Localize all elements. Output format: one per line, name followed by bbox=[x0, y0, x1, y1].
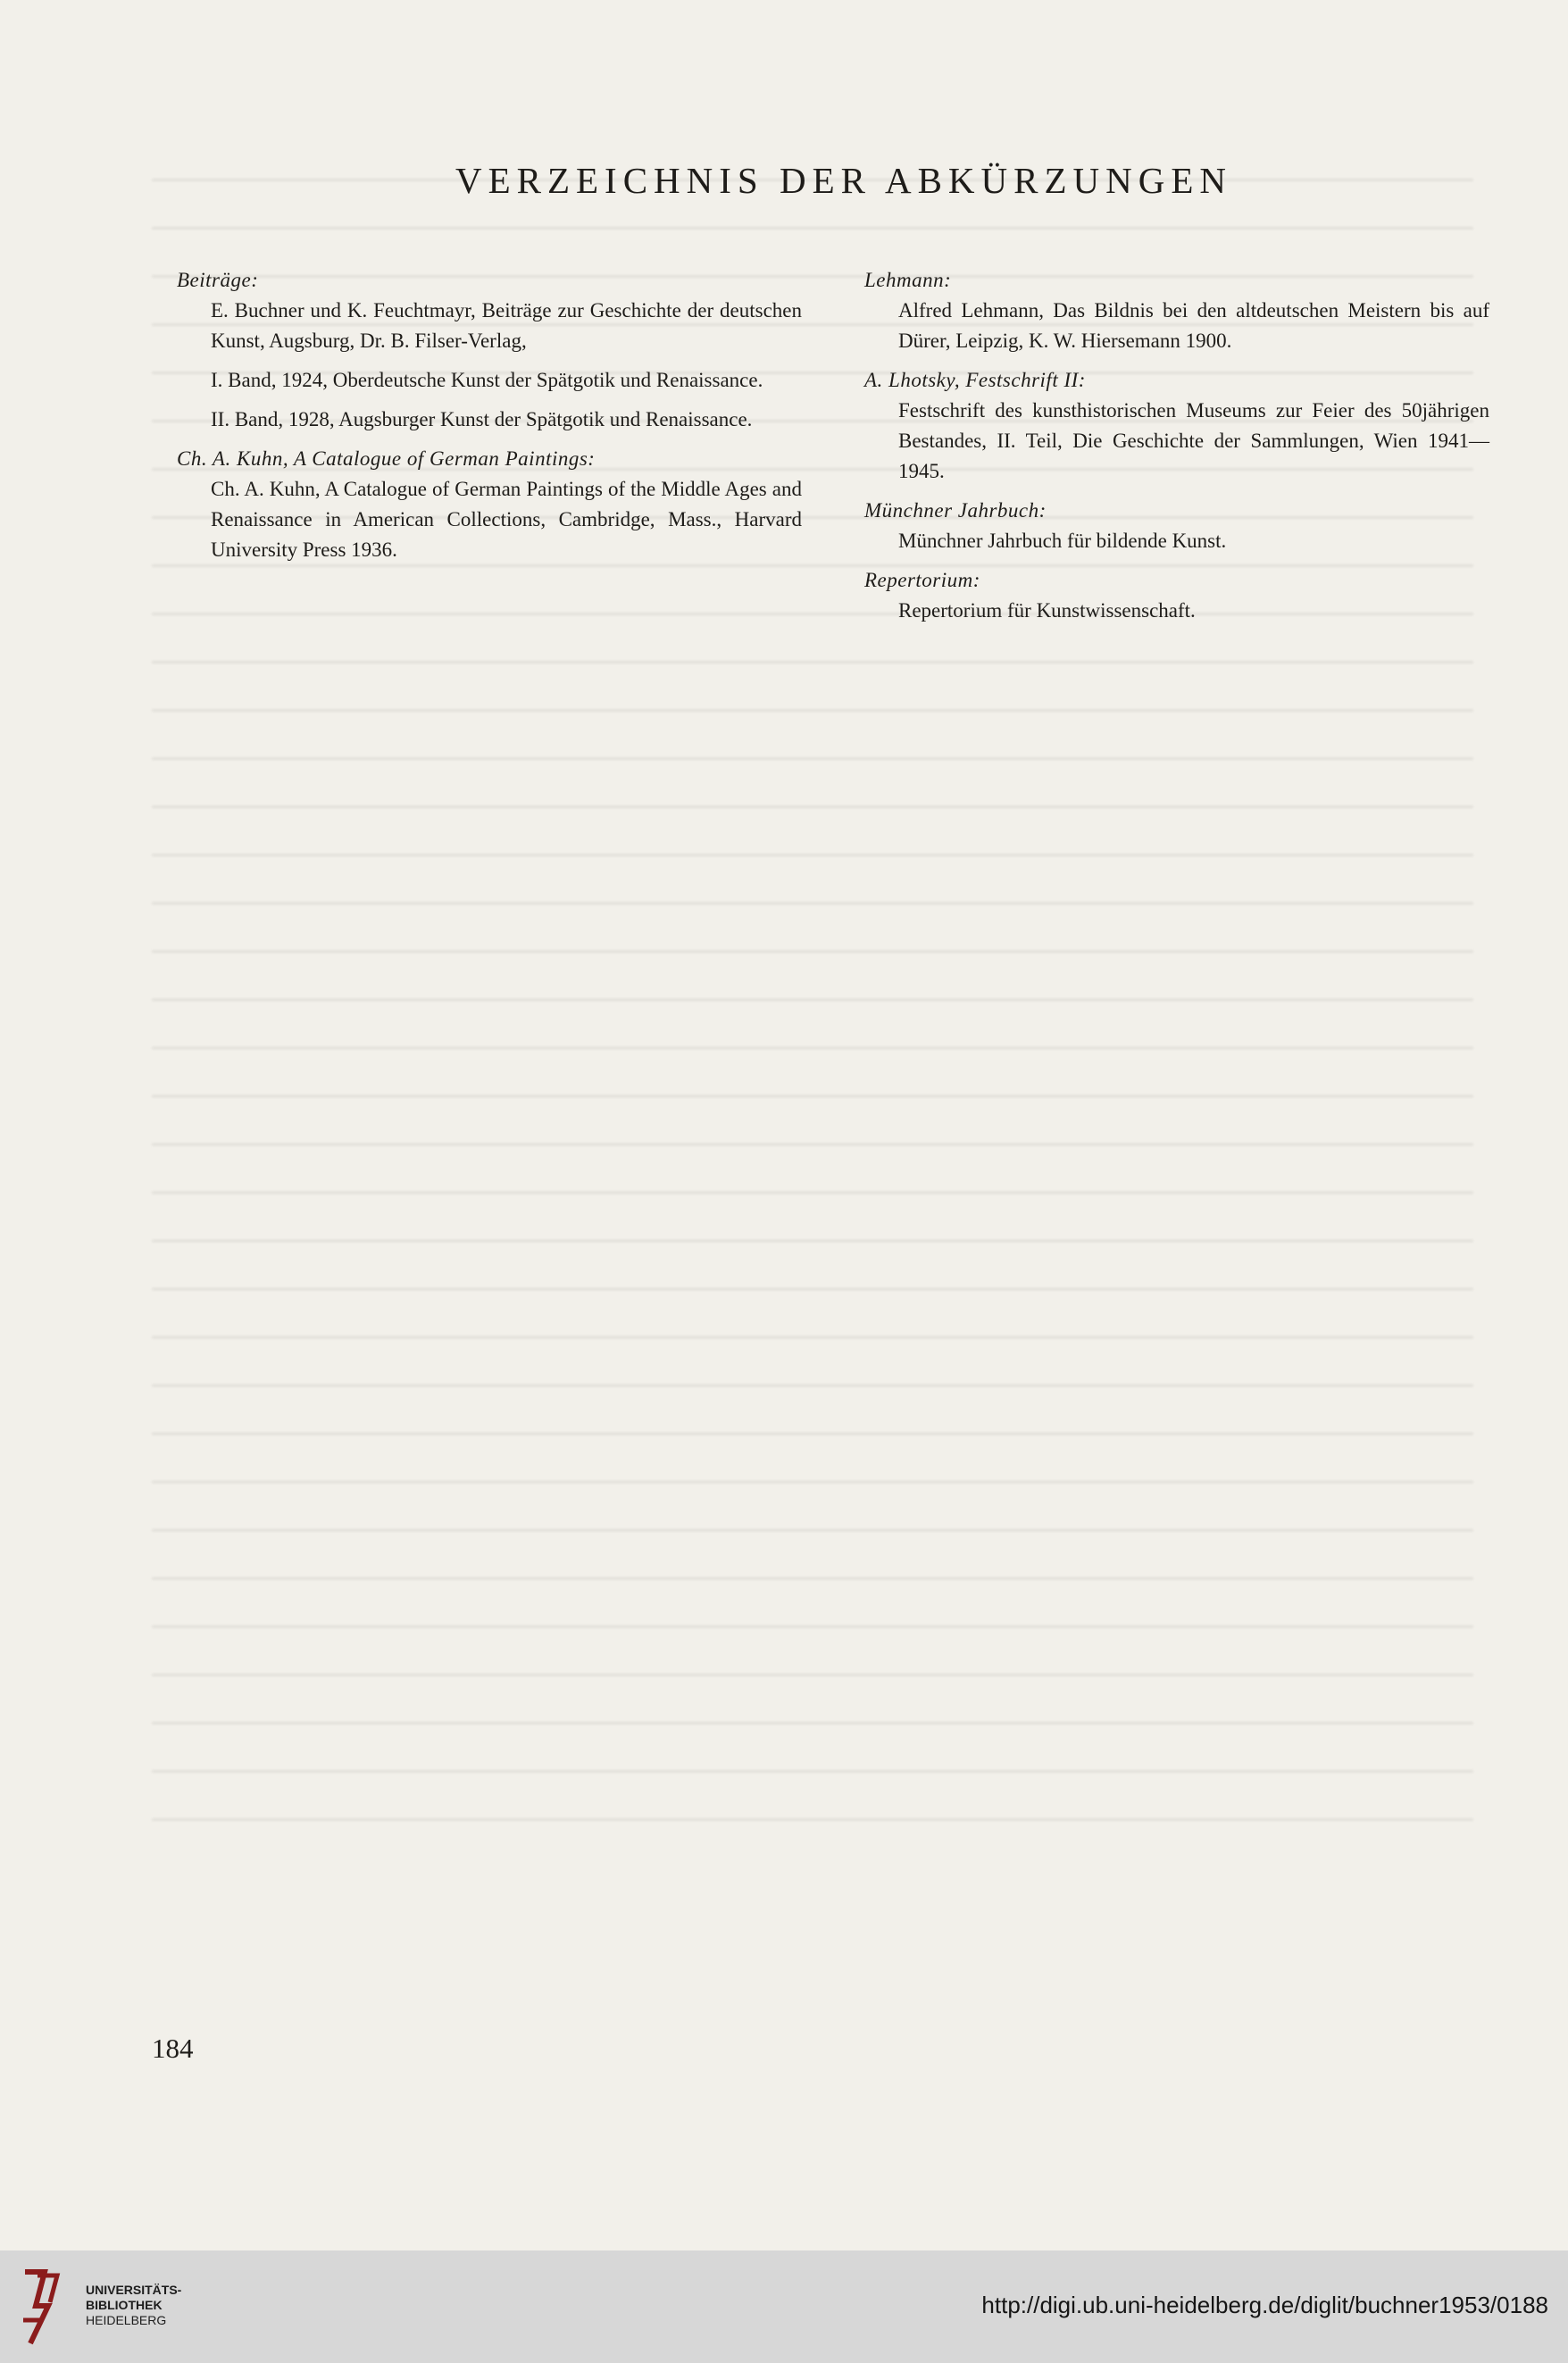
library-name bbox=[86, 2283, 181, 2328]
page-title: VERZEICHNIS DER ABKÜRZUNGEN bbox=[455, 160, 1233, 201]
entry-text: Münchner Jahrbuch für bildende Kunst. bbox=[898, 530, 1227, 552]
entry-text: Alfred Lehmann, Das Bildnis bei den altdeutschen Meistern bis auf Dürer, Leipzig, K. W. Hiersemann 1900. bbox=[898, 299, 1489, 352]
entry-heading: Ch. A. Kuhn, A Catalogue of German Paintings: bbox=[177, 447, 596, 470]
left-column bbox=[177, 265, 802, 565]
entry-text: II. Band, 1928, Augsburger Kunst der Spätgotik und Renaissance. bbox=[211, 408, 753, 430]
entry-heading: Repertorium: bbox=[864, 569, 980, 591]
entry-heading: Beiträge: bbox=[177, 269, 259, 291]
entry-text: E. Buchner und K. Feuchtmayr, Beiträge zur Geschichte der deutschen Kunst, Augsburg, Dr. B. Filser-Verlag, bbox=[211, 299, 802, 352]
library-name-line1: UNIVERSITÄTS- bbox=[86, 2283, 182, 2297]
library-name-line2: BIBLIOTHEK bbox=[86, 2298, 163, 2312]
entry-heading: Lehmann: bbox=[864, 269, 952, 291]
library-name-line3: HEIDELBERG bbox=[86, 2313, 167, 2327]
permalink-url[interactable]: http://digi.ub.uni-heidelberg.de/diglit/buchner1953/0188 bbox=[981, 2292, 1548, 2318]
entry-text: Repertorium für Kunstwissenschaft. bbox=[898, 599, 1196, 622]
entry-heading: A. Lhotsky, Festschrift II: bbox=[864, 369, 1086, 391]
library-logo-icon bbox=[18, 2267, 68, 2347]
entry-text: I. Band, 1924, Oberdeutsche Kunst der Spätgotik und Renaissance. bbox=[211, 369, 763, 391]
right-column bbox=[864, 265, 1489, 626]
page-number: 184 bbox=[152, 2033, 194, 2064]
entry-heading: Münchner Jahrbuch: bbox=[864, 499, 1047, 522]
entry-text: Ch. A. Kuhn, A Catalogue of German Paintings of the Middle Ages and Renaissance in American Collections, Cambridge, Mass., Harvard University Press 1936. bbox=[211, 478, 802, 561]
entry-text: Festschrift des kunsthistorischen Museums zur Feier des 50jährigen Bestandes, II. Teil, Die Geschichte der Sammlungen, Wien 1941—1945. bbox=[898, 399, 1489, 482]
library-footer bbox=[0, 2250, 1568, 2363]
